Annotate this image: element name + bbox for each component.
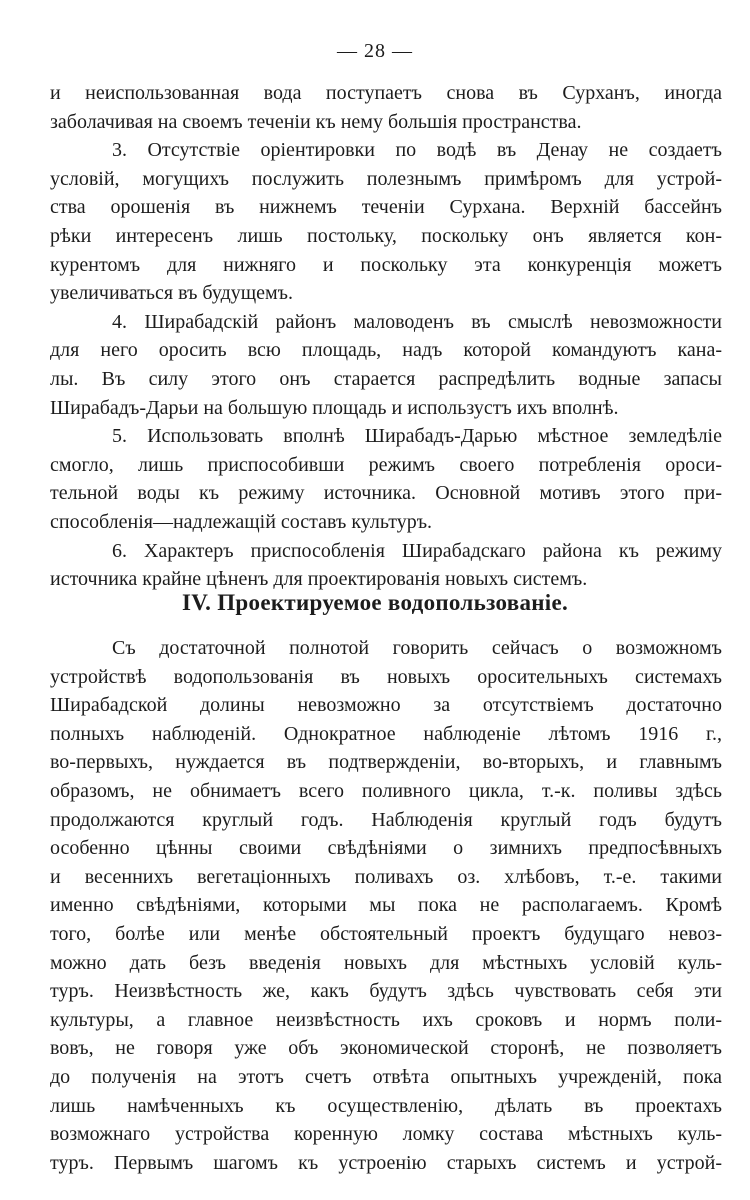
text-line: рѣки интересенъ лишь постольку, поскольку онъ является кон- [50,224,722,247]
text-line: курентомъ для нижняго и поскольку эта конкуренція можетъ [50,253,722,276]
paragraph [50,136,722,308]
paragraph [50,308,722,422]
text-line: до полученія на этотъ счетъ отвѣта опытныхъ учрежденій, пока [50,1065,722,1088]
text-line: продолжаются круглый годъ. Наблюденія круглый годъ будутъ [50,808,722,831]
text-line: культуры, а главное неизвѣстность ихъ сроковъ и нормъ поли- [50,1008,722,1031]
paragraph [50,537,722,594]
text-line: Ширабадъ-Дарьи на большую площадь и использустъ ихъ вполнѣ. [50,396,619,419]
text-line: заболачивая на своемъ теченіи къ нему большія пространства. [50,110,582,133]
text-line: Съ достаточной полнотой говорить сейчасъ о возможномъ [112,637,722,659]
page-number: — 28 — [337,40,413,62]
text-line: 5. Использовать вполнѣ Ширабадъ-Дарью мѣстное земледѣліе [112,425,722,448]
text-line: полныхъ наблюденій. Однократное наблюденіе лѣтомъ 1916 г., [50,722,722,745]
text-line: устройствѣ водопользованія въ новыхъ оросительныхъ системахъ [50,665,722,688]
section-projected-water-use [50,634,722,1177]
text-line: можно дать безъ введенія новыхъ для мѣстныхъ условій куль- [50,951,722,974]
text-line: Ширабадской долины невозможно за отсутствіемъ достаточно [50,694,722,717]
text-line: способленія—надлежащій составъ культуръ. [50,510,433,533]
text-line: лы. Въ силу этого онъ старается распредѣлить водные запасы [50,367,722,390]
text-line: увеличиваться въ будущемъ. [50,282,294,305]
text-line: лишь намѣченныхъ къ осуществленію, дѣлать въ проектахъ [50,1094,722,1117]
text-line: смогло, лишь приспособивши режимъ своего потребленія ороси- [50,453,722,476]
text-line: возможнаго устройства коренную ломку состава мѣстныхъ куль- [50,1123,722,1146]
text-line: особенно цѣнны своими свѣдѣніями о зимнихъ предпосѣвныхъ [50,837,722,860]
text-line: 3. Отсутствіе оріентировки по водѣ въ Денау не создаетъ [112,139,722,162]
text-line: условій, могущихъ послужить полезнымъ примѣромъ для устрой- [50,167,722,190]
paragraph [50,634,722,1177]
text-line: вовъ, не говоря уже объ экономической сторонѣ, не позволяетъ [50,1037,722,1060]
text-line: образомъ, не обнимаетъ всего поливного цикла, т.-к. поливы здѣсь [50,779,722,802]
text-line: тельной воды къ режиму источника. Основной мотивъ этого при- [50,482,722,505]
text-line: и неиспользованная вода поступаетъ снова въ Сурханъ, иногда [50,82,722,104]
text-line: того, болѣе или менѣе обстоятельный проектъ будущаго невоз- [50,922,722,945]
section-heading: IV. Проектируемое водопользованіе. [181,590,569,615]
text-line: именно свѣдѣніями, которыми мы пока не располагаемъ. Кромѣ [50,894,722,917]
text-line: туръ. Первымъ шагомъ къ устроенію старыхъ системъ и устрой- [50,1151,722,1174]
text-line: и весеннихъ вегетаціонныхъ поливахъ оз. хлѣбовъ, т.-е. такими [50,865,722,888]
text-line: 4. Ширабадскій районъ маловоденъ въ смыслѣ невозможности [112,310,722,333]
text-line: для него оросить всю площадь, надъ которой командуютъ кана- [50,339,722,362]
paragraph [50,79,722,136]
section-conclusions [50,79,722,594]
text-line: ства орошенія въ нижнемъ теченіи Сурхана. Верхній бассейнъ [50,196,722,219]
text-line: источника крайне цѣненъ для проектированія новыхъ системъ. [50,568,588,591]
text-line: 6. Характеръ приспособленія Ширабадскаго района къ режиму [112,539,722,562]
text-line: туръ. Неизвѣстность же, какъ будутъ здѣсь чувствовать себя эти [50,980,722,1003]
paragraph [50,422,722,536]
text-line: во-первыхъ, нуждается въ подтвержденіи, во-вторыхъ, и главнымъ [50,751,722,774]
